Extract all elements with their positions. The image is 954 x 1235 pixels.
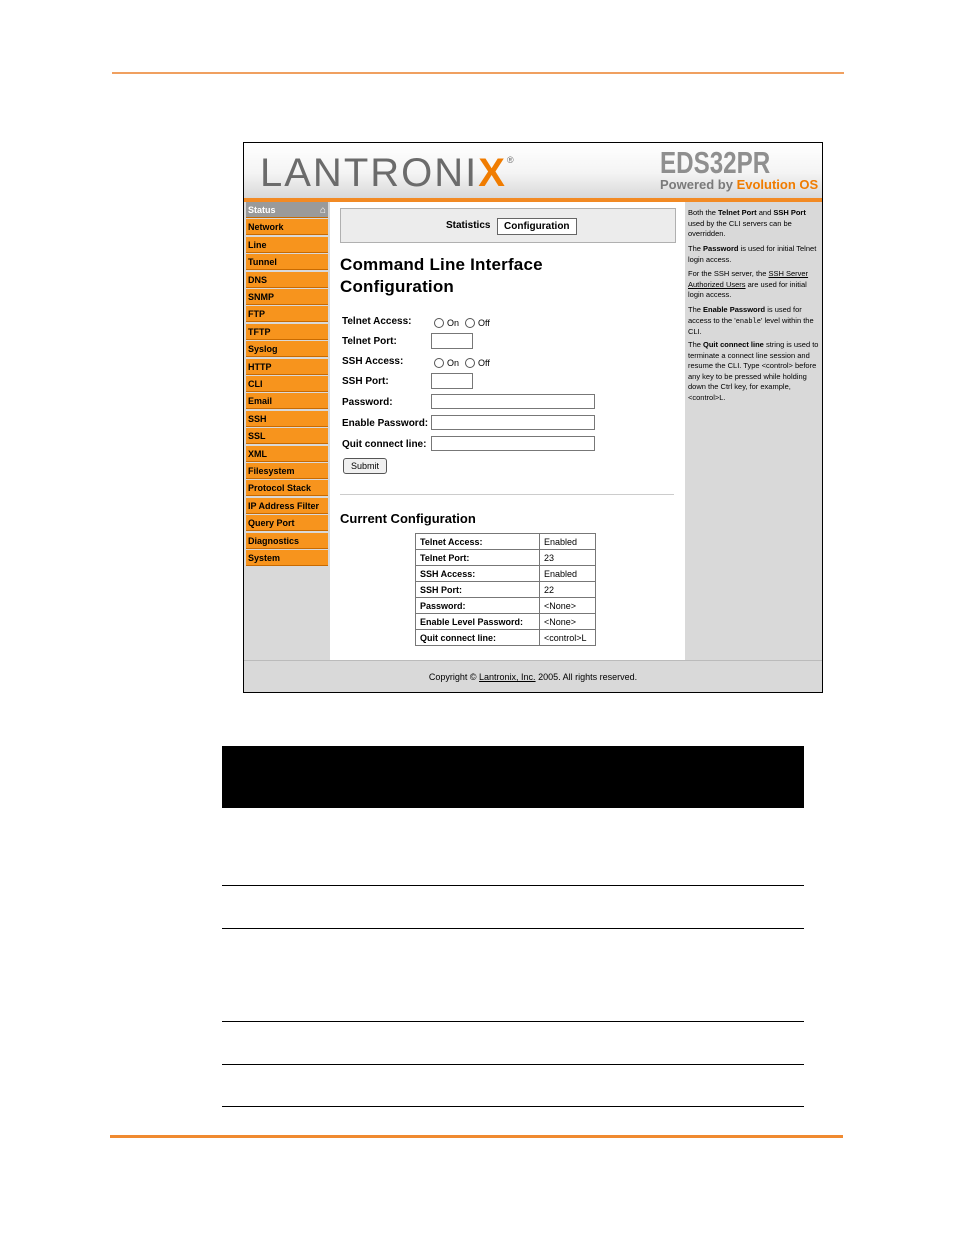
main-content xyxy=(330,202,685,660)
logo-registered: ® xyxy=(506,155,516,165)
sidebar-item-label: Protocol Stack xyxy=(248,483,312,494)
submit-button[interactable]: Submit xyxy=(343,458,387,474)
sidebar-item-xml[interactable] xyxy=(246,446,328,462)
ssh-access-label: SSH Access: xyxy=(342,356,404,367)
quit-connect-line-label: Quit connect line: xyxy=(342,439,427,450)
telnet-access-on-radio[interactable] xyxy=(434,318,444,328)
web-ui-screenshot xyxy=(243,142,823,693)
sidebar-item-label: Tunnel xyxy=(248,257,277,268)
sidebar-item-query-port[interactable] xyxy=(246,515,328,531)
sidebar-item-label: Line xyxy=(248,239,267,250)
help-text-ports: Both the Telnet Port and SSH Port used by the CLI servers can be overridden. xyxy=(688,208,806,238)
ssh-port-input[interactable] xyxy=(431,373,473,389)
help-panel xyxy=(685,202,822,660)
sidebar-item-label: HTTP xyxy=(248,361,272,372)
sidebar-item-cli[interactable] xyxy=(246,376,328,392)
sidebar-item-http[interactable] xyxy=(246,359,328,375)
sidebar-item-label: Syslog xyxy=(248,344,278,355)
doc-table-rule xyxy=(222,1064,804,1065)
config-value: <control>L xyxy=(540,630,596,646)
config-key: Quit connect line: xyxy=(416,630,540,646)
ssh-access-off-radio[interactable] xyxy=(465,358,475,368)
current-config-table xyxy=(415,533,596,646)
config-value: 23 xyxy=(540,550,596,566)
powered-brand: Evolution OS xyxy=(736,177,819,192)
tab-statistics[interactable]: Statistics xyxy=(446,220,491,231)
sidebar-item-label: DNS xyxy=(248,274,268,285)
sidebar-item-line[interactable] xyxy=(246,237,328,253)
config-key: SSH Port: xyxy=(416,582,540,598)
doc-table-rule xyxy=(222,1021,804,1022)
powered-by xyxy=(660,177,818,192)
password-label: Password: xyxy=(342,397,393,408)
sidebar-item-label: XML xyxy=(248,448,267,459)
telnet-access-off-radio[interactable] xyxy=(465,318,475,328)
current-config-title: Current Configuration xyxy=(340,511,476,526)
ssh-authorized-users-link[interactable]: SSH Server Authorized Users xyxy=(688,269,809,289)
quit-connect-line-input[interactable] xyxy=(431,436,595,451)
config-value: Enabled xyxy=(540,566,596,582)
sidebar-item-label: Diagnostics xyxy=(248,535,300,546)
telnet-off-label: Off xyxy=(478,318,490,328)
ssh-access-on-radio[interactable] xyxy=(434,358,444,368)
lantronix-logo xyxy=(260,151,516,196)
config-value: Enabled xyxy=(540,534,596,550)
table-row xyxy=(416,598,596,614)
section-divider xyxy=(340,494,674,495)
sidebar-item-dns[interactable] xyxy=(246,272,328,288)
sidebar-item-email[interactable] xyxy=(246,393,328,409)
ssh-on-label: On xyxy=(447,358,460,368)
sidebar-item-label: Query Port xyxy=(248,518,295,529)
help-text-ssh: For the SSH server, the SSH Server Authorized Users are used for initial login access. xyxy=(688,269,809,299)
table-row xyxy=(416,614,596,630)
telnet-port-label: Telnet Port: xyxy=(342,336,397,347)
config-value: <None> xyxy=(540,598,596,614)
table-row xyxy=(416,550,596,566)
page-top-rule xyxy=(112,72,844,74)
sidebar-item-ip-address-filter[interactable] xyxy=(246,498,328,514)
sidebar-item-ssh[interactable] xyxy=(246,411,328,427)
sidebar-item-ssl[interactable] xyxy=(246,428,328,444)
sidebar-item-label: CLI xyxy=(248,379,263,389)
config-key: Password: xyxy=(416,598,540,614)
sidebar-item-snmp[interactable] xyxy=(246,289,328,305)
tab-configuration[interactable]: Configuration xyxy=(497,218,577,235)
sidebar-item-label: System xyxy=(248,553,281,563)
sidebar-item-protocol-stack[interactable] xyxy=(246,480,328,496)
sidebar-item-tftp[interactable] xyxy=(246,324,328,340)
sidebar-item-filesystem[interactable] xyxy=(246,463,328,479)
ssh-off-label: Off xyxy=(478,358,490,368)
sidebar-item-label: TFTP xyxy=(248,326,271,337)
telnet-port-input[interactable] xyxy=(431,333,473,349)
page-bottom-rule xyxy=(110,1135,843,1138)
table-row xyxy=(416,582,596,598)
table-row xyxy=(416,534,596,550)
doc-table-header xyxy=(222,746,804,808)
table-row xyxy=(416,630,596,646)
sidebar-item-label: Status xyxy=(248,205,276,215)
config-key: SSH Access: xyxy=(416,566,540,582)
sidebar-item-ftp[interactable] xyxy=(246,306,328,322)
sidebar-item-network[interactable] xyxy=(246,219,328,235)
config-key: Telnet Access: xyxy=(416,534,540,550)
doc-table-rule xyxy=(222,1106,804,1107)
doc-table-rule xyxy=(222,928,804,929)
home-icon[interactable]: ⌂ xyxy=(319,205,326,216)
help-text-password: The Password is used for initial Telnet login access. xyxy=(688,244,817,264)
enable-password-input[interactable] xyxy=(431,415,595,430)
logo-x: X xyxy=(478,151,507,195)
copyright-text: Copyright © Lantronix, Inc. 2005. All rights reserved. xyxy=(428,672,638,682)
tab-bar xyxy=(340,208,676,243)
sidebar-item-label: Network xyxy=(248,222,284,233)
telnet-access-label: Telnet Access: xyxy=(342,316,412,327)
sidebar-item-label: Filesystem xyxy=(248,466,295,476)
sidebar-item-diagnostics[interactable] xyxy=(246,533,328,549)
sidebar-item-label: SSH xyxy=(248,413,267,424)
sidebar-item-label: IP Address Filter xyxy=(248,500,320,511)
sidebar-item-syslog[interactable] xyxy=(246,341,328,357)
powered-prefix: Powered by xyxy=(660,177,737,192)
help-text-quit: The Quit connect line string is used to terminate a connect line session and resume the CLI. Type <control> before any key to be pressed while holding down the Ctrl key, for example, <control>L. xyxy=(688,340,819,402)
sidebar-item-label: FTP xyxy=(248,309,265,320)
sidebar-item-label: SSL xyxy=(248,431,266,442)
page-title: Command Line Interface Configuration xyxy=(340,255,543,296)
password-input[interactable] xyxy=(431,394,595,409)
logo-text: LANTRONI xyxy=(260,151,479,195)
ssh-port-label: SSH Port: xyxy=(342,376,389,387)
sidebar-item-tunnel[interactable] xyxy=(246,254,328,270)
enable-password-label: Enable Password: xyxy=(342,418,429,429)
telnet-on-label: On xyxy=(447,318,460,328)
table-row xyxy=(416,566,596,582)
config-value: <None> xyxy=(540,614,596,630)
sidebar-item-label: SNMP xyxy=(248,292,275,302)
help-text-enable: The Enable Password is used for access to the 'enable' level within the CLI. xyxy=(688,305,814,336)
product-model: EDS32PR xyxy=(660,145,771,180)
sidebar-item-status[interactable] xyxy=(246,202,328,218)
lantronix-link[interactable]: Lantronix, Inc. xyxy=(479,672,536,682)
sidebar-item-system[interactable] xyxy=(246,550,328,566)
config-value: 22 xyxy=(540,582,596,598)
doc-table-rule xyxy=(222,885,804,886)
sidebar-item-label: Email xyxy=(248,396,273,407)
config-key: Enable Level Password: xyxy=(416,614,540,630)
config-key: Telnet Port: xyxy=(416,550,540,566)
footer xyxy=(244,660,822,693)
header-banner xyxy=(244,143,822,198)
sidebar xyxy=(244,202,330,660)
